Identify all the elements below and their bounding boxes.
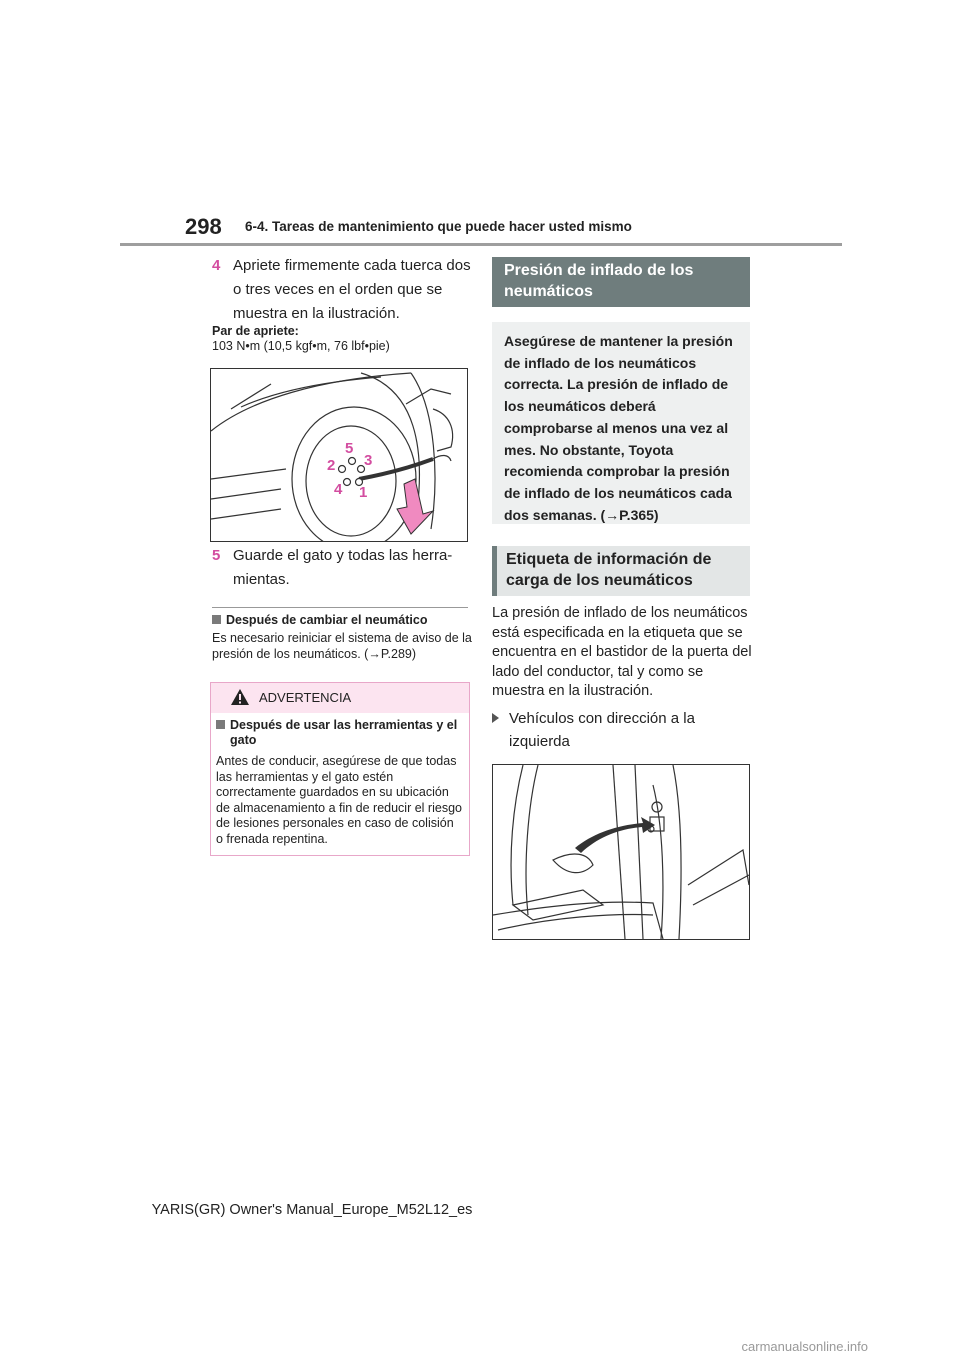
lhd-bullet — [492, 707, 754, 753]
torque-value: 103 N•m (10,5 kgf•m, 76 lbf•pie) — [212, 339, 390, 353]
warning-triangle-icon — [230, 688, 250, 706]
warning-title: ADVERTENCIA — [259, 690, 352, 705]
watermark: carmanualsonline.info — [741, 1339, 868, 1354]
note-body: Es necesario reiniciar el sistema de aviso de la presión de los neumáticos. (→P.289) — [212, 631, 472, 661]
torque-spec — [212, 324, 474, 354]
step-5 — [212, 544, 474, 592]
warning-header — [211, 683, 469, 713]
lug-nut-tightening-illustration — [210, 368, 468, 542]
warning-box — [210, 682, 470, 856]
step-number: 5 — [212, 547, 221, 564]
note-divider — [212, 607, 468, 608]
order-label-4: 4 — [334, 481, 343, 498]
order-label-2: 2 — [327, 457, 336, 474]
square-bullet-icon — [212, 615, 221, 624]
label-paragraph: La presión de inflado de los neumáticos está especificada en la etiqueta que se encuentra en el bastidor de la puerta del lado del conductor, tal y como se muestra en la ilustración. — [492, 605, 752, 699]
section-title: 6-4. Tareas de mantenimiento que puede hacer usted mismo — [245, 219, 632, 234]
header-rule — [120, 243, 842, 246]
section-bar-label — [492, 546, 750, 596]
footer — [0, 1202, 960, 1218]
section-title-label: Etiqueta de información de carga de los neumáticos — [506, 551, 712, 589]
step-text: Guarde el gato y todas las herra-mientas. — [233, 547, 453, 588]
step-number: 4 — [212, 257, 221, 274]
triangle-bullet-icon — [492, 713, 499, 723]
door-pillar-drawing — [493, 765, 749, 939]
summary-box — [492, 322, 750, 524]
step-text: Apriete firmemente cada tuerca dos o tres veces en el orden que se muestra en la ilustración. — [233, 257, 471, 322]
order-label-3: 3 — [364, 452, 373, 469]
warning-subheading: Después de usar las herramientas y el gato — [216, 718, 475, 748]
door-frame-label-illustration — [492, 764, 750, 940]
step-4 — [212, 254, 474, 326]
order-label-1: 1 — [359, 484, 368, 501]
bullet-text: Vehículos con dirección a la izquierda — [509, 710, 695, 750]
section-bar-pressure — [492, 257, 750, 307]
section-title-pressure: Presión de inflado de los neumáticos — [504, 262, 694, 300]
warning-body: Antes de conducir, asegúrese de que todas las herramientas y el gato estén correctamente guardados en su ubicación de almacenamiento a fin de reducir el riesgo de lesiones personales en caso de colisión o frenada repentina. — [216, 754, 462, 846]
torque-label: Par de apriete: — [212, 324, 299, 338]
note-heading: Después de cambiar el neumático — [212, 613, 472, 627]
footer-text: YARIS(GR) Owner's Manual_Europe_M52L12_es — [151, 1202, 473, 1218]
order-label-5: 5 — [345, 440, 354, 457]
square-bullet-icon — [216, 720, 225, 729]
page-number: 298 — [185, 214, 222, 239]
wheel-drawing — [211, 369, 467, 541]
summary-text: Asegúrese de mantener la presión de inflado de los neumáticos correcta. La presión de inflado de los neumáticos deberá comprobarse al menos una vez al mes. No obstante, Toyota recomienda comprobar la presión de inflado de los neumáticos cada dos semanas. (→P.365) — [504, 333, 733, 523]
